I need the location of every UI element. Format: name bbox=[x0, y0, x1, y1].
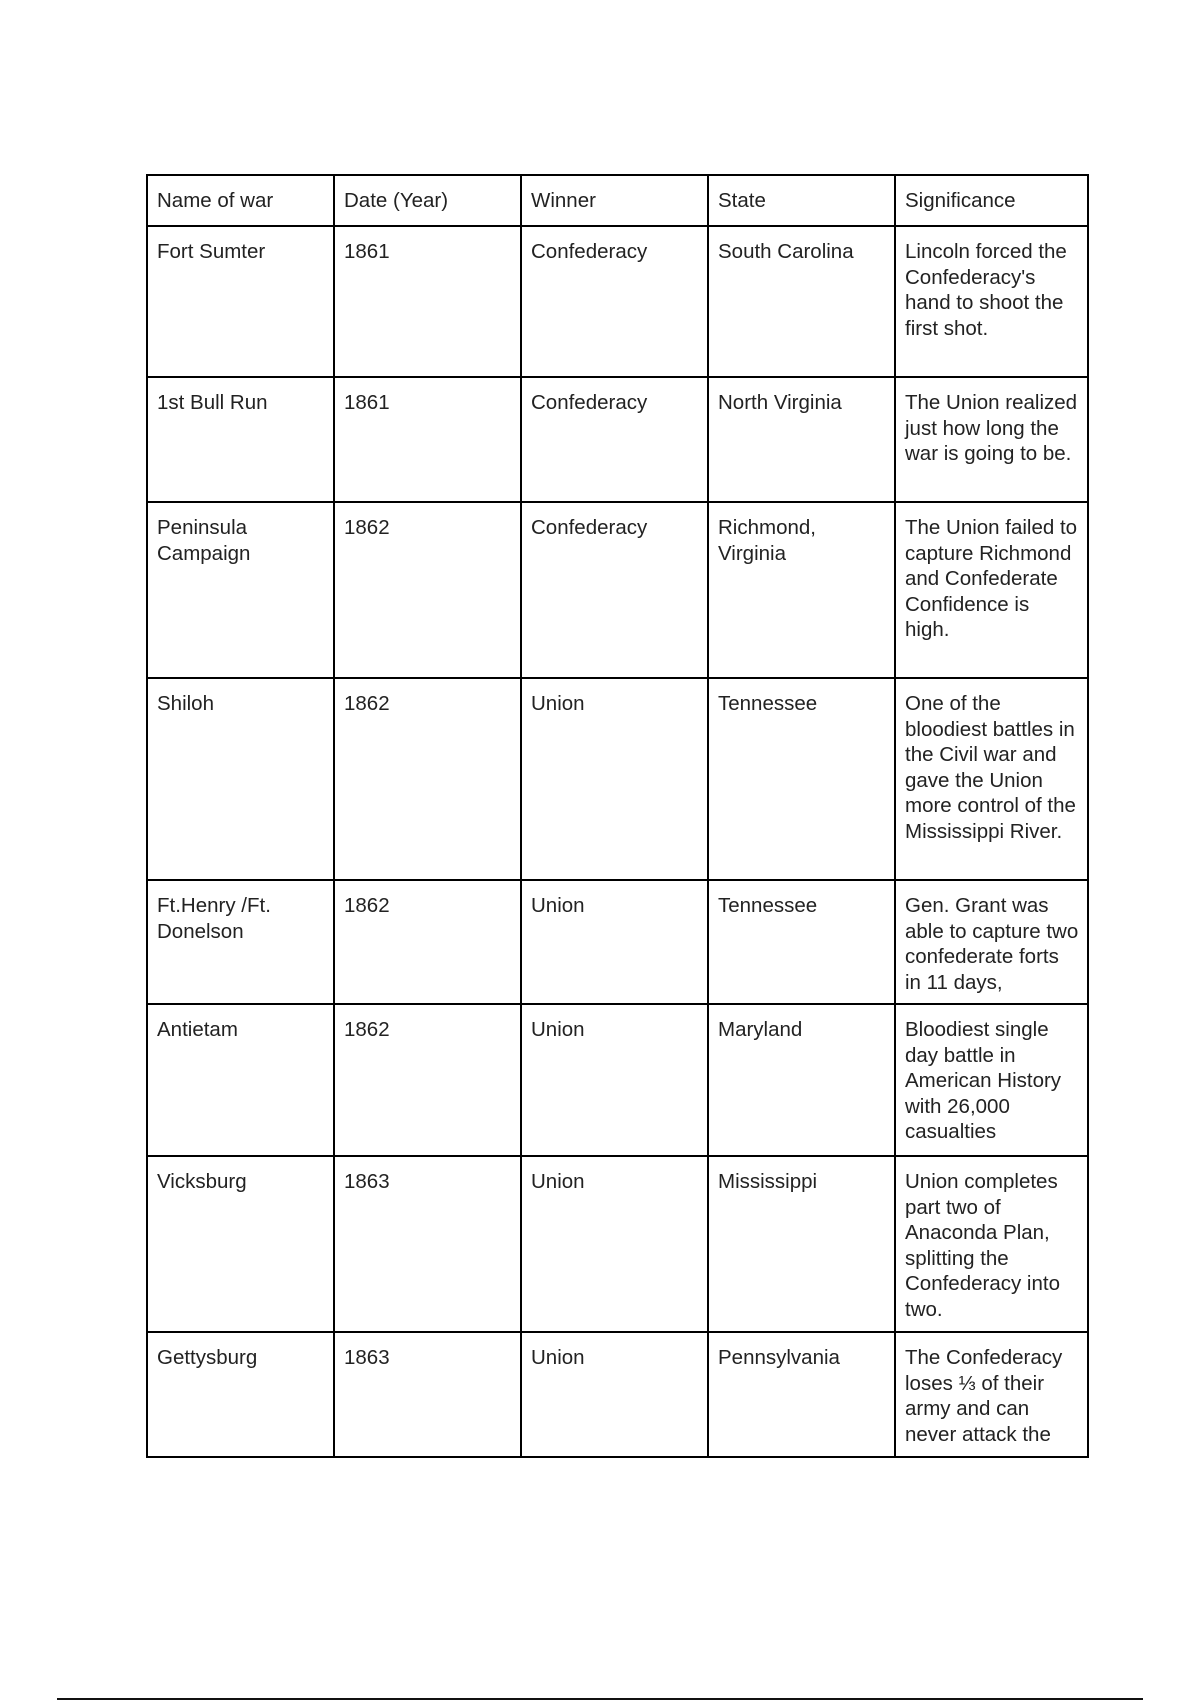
cell-state: Tennessee bbox=[708, 678, 895, 880]
cell-significance: The Union realized just how long the war is going to be. bbox=[895, 377, 1088, 502]
table-row bbox=[147, 880, 1088, 1004]
cell-name: Antietam bbox=[147, 1004, 334, 1156]
cell-winner: Confederacy bbox=[521, 377, 708, 502]
table-row bbox=[147, 377, 1088, 502]
cell-state: Mississippi bbox=[708, 1156, 895, 1332]
cell-winner: Union bbox=[521, 678, 708, 880]
cell-winner: Union bbox=[521, 1004, 708, 1156]
cell-year: 1862 bbox=[334, 880, 521, 1004]
table-row bbox=[147, 502, 1088, 678]
header-name-of-war: Name of war bbox=[147, 175, 334, 226]
header-date-year: Date (Year) bbox=[334, 175, 521, 226]
cell-year: 1863 bbox=[334, 1156, 521, 1332]
cell-state: Pennsylvania bbox=[708, 1332, 895, 1457]
cell-winner: Union bbox=[521, 880, 708, 1004]
table-row bbox=[147, 1332, 1088, 1457]
cell-significance: The Union failed to capture Richmond and Confederate Confidence is high. bbox=[895, 502, 1088, 678]
cell-significance: Union completes part two of Anaconda Plan, splitting the Confederacy into two. bbox=[895, 1156, 1088, 1332]
cell-state: Richmond, Virginia bbox=[708, 502, 895, 678]
cell-state: North Virginia bbox=[708, 377, 895, 502]
cell-winner: Union bbox=[521, 1332, 708, 1457]
cell-name: Peninsula Campaign bbox=[147, 502, 334, 678]
table-row bbox=[147, 678, 1088, 880]
cell-significance: Bloodiest single day battle in American History with 26,000 casualties bbox=[895, 1004, 1088, 1156]
table-row bbox=[147, 1156, 1088, 1332]
civil-war-battles-table bbox=[146, 174, 1089, 1458]
cell-significance: The Confederacy loses ⅓ of their army and can never attack the bbox=[895, 1332, 1088, 1457]
cell-name: 1st Bull Run bbox=[147, 377, 334, 502]
cell-winner: Confederacy bbox=[521, 502, 708, 678]
table-header-row bbox=[147, 175, 1088, 226]
table-row bbox=[147, 1004, 1088, 1156]
cell-state: South Carolina bbox=[708, 226, 895, 377]
table-row bbox=[147, 226, 1088, 377]
cell-name: Gettysburg bbox=[147, 1332, 334, 1457]
cell-year: 1862 bbox=[334, 678, 521, 880]
cell-winner: Confederacy bbox=[521, 226, 708, 377]
header-winner: Winner bbox=[521, 175, 708, 226]
cell-name: Shiloh bbox=[147, 678, 334, 880]
header-state: State bbox=[708, 175, 895, 226]
cell-year: 1861 bbox=[334, 377, 521, 502]
cell-significance: Lincoln forced the Confederacy's hand to shoot the first shot. bbox=[895, 226, 1088, 377]
cell-state: Tennessee bbox=[708, 880, 895, 1004]
cell-winner: Union bbox=[521, 1156, 708, 1332]
cell-year: 1861 bbox=[334, 226, 521, 377]
cell-year: 1862 bbox=[334, 1004, 521, 1156]
cell-state: Maryland bbox=[708, 1004, 895, 1156]
cell-name: Fort Sumter bbox=[147, 226, 334, 377]
cell-name: Ft.Henry /Ft. Donelson bbox=[147, 880, 334, 1004]
cell-name: Vicksburg bbox=[147, 1156, 334, 1332]
header-significance: Significance bbox=[895, 175, 1088, 226]
cell-significance: One of the bloodiest battles in the Civil war and gave the Union more control of the Mississippi River. bbox=[895, 678, 1088, 880]
cell-significance: Gen. Grant was able to capture two confederate forts in 11 days, bbox=[895, 880, 1088, 1004]
cell-year: 1862 bbox=[334, 502, 521, 678]
cell-year: 1863 bbox=[334, 1332, 521, 1457]
